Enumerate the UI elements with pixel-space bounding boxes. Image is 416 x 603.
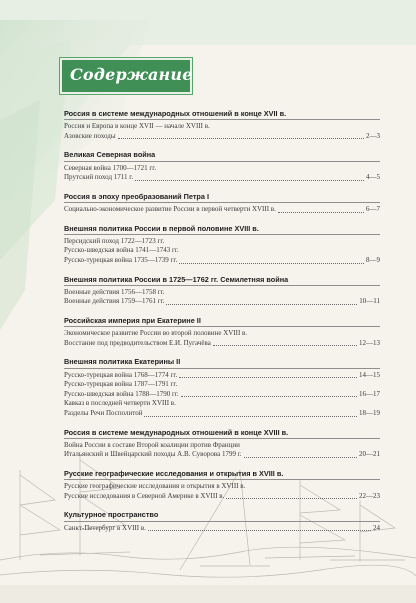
entry-label: Россия и Европа в конце XVII — начале XVIII в. bbox=[64, 122, 210, 131]
toc-section bbox=[64, 150, 380, 182]
entry-label: Северная война 1700—1721 гг. bbox=[64, 163, 157, 172]
entry-pages: 12—13 bbox=[359, 338, 380, 347]
toc-section bbox=[64, 109, 380, 141]
toc-entry[interactable] bbox=[64, 409, 380, 419]
section-divider bbox=[64, 161, 380, 162]
toc-entry[interactable] bbox=[64, 173, 380, 183]
leader-dots bbox=[166, 303, 357, 305]
entry-label: Русско-турецкая война 1735—1739 гг. bbox=[64, 255, 178, 264]
section-heading[interactable]: Культурное пространство bbox=[64, 510, 159, 520]
section-heading[interactable]: Российская империя при Екатерине II bbox=[64, 315, 201, 325]
toc-section bbox=[64, 469, 380, 501]
section-heading[interactable]: Россия в системе международных отношений в конце XVII в. bbox=[64, 109, 287, 118]
entry-label: Русско-шведская война 1741—1743 гг. bbox=[64, 246, 179, 255]
page-title: Содержание bbox=[70, 65, 193, 84]
entry-pages: 16—17 bbox=[359, 389, 380, 398]
entry-label: Санкт-Петербург в XVIII в. bbox=[64, 523, 146, 532]
leader-dots bbox=[278, 211, 364, 213]
toc-section bbox=[64, 224, 380, 266]
toc-entry[interactable] bbox=[64, 339, 380, 349]
entry-label: Разделы Речи Посполитой bbox=[64, 408, 143, 417]
toc-entry[interactable] bbox=[64, 450, 380, 460]
toc-entry[interactable] bbox=[64, 371, 380, 381]
toc-entry[interactable] bbox=[64, 164, 380, 174]
entry-pages: 24 bbox=[373, 523, 380, 532]
toc-entry[interactable] bbox=[64, 288, 380, 298]
toc-entry[interactable] bbox=[64, 297, 380, 307]
table-of-contents bbox=[64, 109, 380, 542]
entry-label: Русско-шведская война 1788—1790 гг. bbox=[64, 389, 179, 398]
entry-label: Русские географические исследования и открытия в XVIII в. bbox=[64, 482, 246, 491]
entry-pages: 2—3 bbox=[366, 131, 380, 140]
section-heading[interactable]: Русские географические исследования и открытия в XVIII в. bbox=[64, 468, 284, 478]
leader-dots bbox=[148, 529, 371, 531]
section-divider bbox=[64, 438, 380, 439]
section-divider bbox=[64, 521, 380, 522]
toc-entry[interactable] bbox=[64, 205, 380, 215]
toc-section bbox=[64, 357, 380, 418]
entry-label: Восстание под предводительством Е.И. Пугачёва bbox=[64, 338, 211, 347]
toc-entry[interactable] bbox=[64, 329, 380, 339]
entry-pages: 4—5 bbox=[366, 173, 380, 182]
entry-label: Военные действия 1756—1758 гг. bbox=[64, 287, 165, 296]
toc-entry[interactable] bbox=[64, 441, 380, 451]
section-heading[interactable]: Внешняя политика России в первой половине XVIII в. bbox=[64, 223, 259, 233]
entry-label: Прутский поход 1711 г. bbox=[64, 173, 134, 182]
entry-pages: 22—23 bbox=[359, 491, 380, 500]
toc-entry[interactable] bbox=[64, 132, 380, 142]
toc-entry[interactable] bbox=[64, 256, 380, 266]
toc-entry[interactable] bbox=[64, 524, 380, 534]
entry-label: Азовские походы bbox=[64, 131, 116, 140]
entry-pages: 10—11 bbox=[359, 297, 380, 306]
section-divider bbox=[64, 202, 380, 203]
entry-label: Социально-экономическое развитие России в первой четверти XVIII в. bbox=[64, 204, 276, 213]
section-divider bbox=[64, 326, 380, 327]
toc-entry[interactable] bbox=[64, 237, 380, 247]
entry-label: Русско-турецкая война 1787—1791 гг. bbox=[64, 380, 178, 389]
entry-pages: 18—19 bbox=[359, 408, 380, 417]
toc-section bbox=[64, 192, 380, 215]
toc-entry[interactable] bbox=[64, 492, 380, 502]
section-divider bbox=[64, 479, 380, 480]
entry-label: Военные действия 1759—1761 гг. bbox=[64, 297, 165, 306]
leader-dots bbox=[213, 344, 357, 346]
entry-pages: 14—15 bbox=[359, 370, 380, 379]
section-divider bbox=[64, 285, 380, 286]
section-heading[interactable]: Россия в эпоху преобразований Петра I bbox=[64, 191, 209, 201]
leader-dots bbox=[144, 415, 357, 417]
toc-section bbox=[64, 275, 380, 307]
section-divider bbox=[64, 234, 380, 235]
section-heading[interactable]: Внешняя политика Екатерины II bbox=[64, 357, 181, 367]
entry-label: Итальянский и Швейцарский походы А.В. Суворова 1799 г. bbox=[64, 450, 242, 459]
toc-entry[interactable] bbox=[64, 399, 380, 409]
toc-section bbox=[64, 510, 380, 533]
entry-pages: 20—21 bbox=[359, 450, 380, 459]
toc-entry[interactable] bbox=[64, 482, 380, 492]
section-heading[interactable]: Великая Северная война bbox=[64, 150, 156, 160]
leader-dots bbox=[179, 262, 364, 264]
page-title-banner bbox=[60, 58, 192, 94]
toc-entry[interactable] bbox=[64, 380, 380, 390]
entry-label: Русские исследования в Северной Америке в XVIII в. bbox=[64, 491, 225, 500]
toc-section bbox=[64, 428, 380, 460]
toc-entry[interactable] bbox=[64, 246, 380, 256]
entry-label: Русско-турецкая война 1768—1774 гг. bbox=[64, 370, 178, 379]
section-heading[interactable]: Внешняя политика России в 1725—1762 гг. Семилетняя война bbox=[64, 274, 289, 284]
entry-label: Война России в составе Второй коалиции против Франции bbox=[64, 440, 240, 449]
toc-entry[interactable] bbox=[64, 122, 380, 132]
entry-pages: 8—9 bbox=[366, 255, 380, 264]
leader-dots bbox=[226, 497, 357, 499]
toc-entry[interactable] bbox=[64, 390, 380, 400]
entry-label: Экономическое развитие России во второй половине XVIII в. bbox=[64, 329, 248, 338]
entry-label: Кавказ в последней четверти XVIII в. bbox=[64, 399, 176, 408]
entry-label: Персидский поход 1722—1723 гг. bbox=[64, 236, 165, 245]
toc-section bbox=[64, 316, 380, 348]
leader-dots bbox=[181, 395, 357, 397]
section-divider bbox=[64, 119, 380, 120]
section-heading[interactable]: Россия в системе международных отношений в конце XVIII в. bbox=[64, 427, 289, 437]
section-divider bbox=[64, 368, 380, 369]
leader-dots bbox=[179, 376, 357, 378]
leader-dots bbox=[135, 179, 364, 181]
entry-pages: 6—7 bbox=[366, 204, 380, 213]
leader-dots bbox=[244, 456, 357, 458]
leader-dots bbox=[118, 137, 364, 139]
